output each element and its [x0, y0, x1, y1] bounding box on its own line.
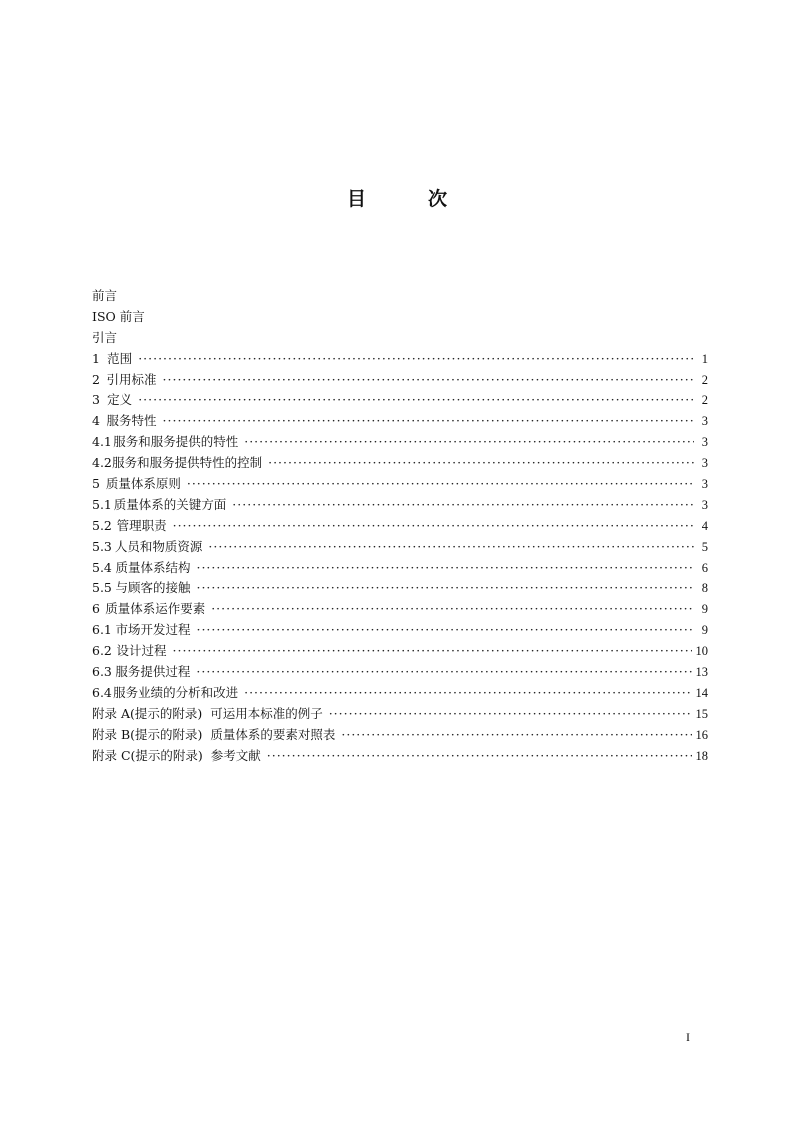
toc-entry-number: 6.4 [92, 684, 112, 700]
toc-entry-3[interactable] [92, 390, 708, 411]
title-char-1: 目 [346, 188, 366, 210]
toc-entry-5-3[interactable] [92, 537, 708, 558]
leader-dots [196, 558, 694, 579]
title-char-2: 次 [428, 188, 448, 210]
toc-entry-label: 附录 C(提示的附录) 参考文献 [92, 747, 261, 763]
leader-dots [244, 683, 691, 704]
leader-dots [138, 390, 694, 411]
leader-dots [268, 453, 694, 474]
leader-dots [196, 620, 694, 641]
toc-entry-label: 与顾客的接触 [115, 580, 191, 596]
toc-entry-number: 5.1 [92, 496, 112, 512]
toc-entry-label: 质量体系的关键方面 [113, 496, 227, 512]
toc-entry-6[interactable] [92, 599, 708, 620]
page-number: I [686, 1030, 690, 1044]
toc-entry-number: 1 [92, 350, 100, 366]
toc-entry-6-2[interactable] [92, 641, 708, 662]
toc-entry-page: 14 [695, 685, 708, 700]
leader-dots [208, 537, 694, 558]
toc-entry-page: 3 [701, 435, 708, 450]
toc-entry-label: 质量体系结构 [115, 559, 191, 575]
toc-entry-number: 4 [92, 413, 100, 429]
leader-dots [244, 432, 694, 453]
toc-entry-label: 管理职责 [116, 517, 167, 533]
toc-entry-5-5[interactable] [92, 578, 708, 599]
leader-dots [163, 370, 694, 391]
toc-entry-page: 3 [701, 497, 708, 512]
toc-entry-number: 3 [92, 392, 100, 408]
toc-entry-page: 13 [695, 665, 708, 680]
toc-entry-2[interactable] [92, 370, 708, 391]
toc-entry-foreword[interactable] [92, 286, 708, 307]
toc-entry-4-1[interactable] [92, 432, 708, 453]
toc-entry-page: 1 [701, 351, 708, 366]
toc-entry-label: 质量体系运作要素 [105, 601, 206, 617]
toc-entry-6-4[interactable] [92, 683, 708, 704]
toc-entry-page: 16 [695, 727, 708, 742]
leader-dots [211, 599, 694, 620]
toc-entry-label: 前言 [92, 288, 118, 303]
toc-entry-label: 服务和服务提供特性的控制 [112, 455, 263, 471]
toc-entry-label: 设计过程 [116, 643, 167, 659]
toc-entry-number: 6.3 [92, 664, 112, 680]
leader-dots [329, 704, 692, 725]
leader-dots [173, 641, 692, 662]
toc-entry-5-2[interactable] [92, 516, 708, 537]
leader-dots [187, 474, 694, 495]
leader-dots [138, 349, 694, 370]
toc-entry-label: 质量体系原则 [105, 476, 181, 492]
leader-dots [173, 516, 694, 537]
toc-entry-appendix-b[interactable] [92, 725, 708, 746]
toc-entry-appendix-c[interactable] [92, 746, 708, 767]
toc-entry-label: 附录 A(提示的附录) 可运用本标准的例子 [92, 705, 323, 721]
leader-dots [232, 495, 694, 516]
toc-entry-4-2[interactable] [92, 453, 708, 474]
table-of-contents [92, 286, 708, 766]
toc-entry-label: 服务特性 [106, 413, 157, 429]
toc-entry-page: 3 [701, 477, 708, 492]
toc-entry-label: ISO 前言 [92, 308, 145, 324]
toc-entry-number: 6.2 [92, 643, 112, 659]
toc-entry-page: 15 [695, 706, 708, 721]
toc-entry-number: 5.4 [92, 559, 112, 575]
toc-entry-page: 9 [701, 623, 708, 638]
leader-dots [267, 746, 692, 767]
toc-entry-label: 定义 [107, 392, 133, 408]
toc-entry-iso-foreword[interactable] [92, 307, 708, 328]
leader-dots [163, 411, 694, 432]
toc-entry-6-1[interactable] [92, 620, 708, 641]
toc-entry-number: 4.1 [92, 434, 112, 450]
leader-dots [196, 662, 691, 683]
toc-entry-label: 引言 [92, 329, 118, 345]
toc-entry-page: 6 [701, 560, 708, 575]
toc-entry-page: 10 [695, 644, 708, 659]
toc-entry-page: 3 [701, 414, 708, 429]
toc-entry-page: 2 [701, 372, 708, 387]
toc-entry-5-4[interactable] [92, 558, 708, 579]
toc-entry-label: 服务和服务提供的特性 [113, 434, 239, 450]
toc-entry-number: 5.5 [92, 580, 112, 596]
toc-entry-4[interactable] [92, 411, 708, 432]
toc-entry-5-1[interactable] [92, 495, 708, 516]
toc-entry-page: 8 [701, 581, 708, 596]
toc-entry-number: 5 [92, 476, 100, 492]
toc-entry-5[interactable] [92, 474, 708, 495]
toc-entry-number: 4.2 [92, 455, 112, 471]
leader-dots [341, 725, 691, 746]
toc-entry-introduction[interactable] [92, 328, 708, 349]
toc-entry-label: 引用标准 [106, 371, 157, 387]
page-title [0, 184, 794, 211]
toc-entry-page: 3 [701, 456, 708, 471]
toc-entry-page: 18 [695, 748, 708, 763]
toc-entry-page: 5 [701, 539, 708, 554]
toc-entry-label: 人员和物质资源 [114, 538, 203, 554]
toc-entry-label: 市场开发过程 [115, 622, 191, 638]
toc-entry-6-3[interactable] [92, 662, 708, 683]
toc-entry-page: 2 [701, 393, 708, 408]
toc-entry-number: 6.1 [92, 622, 112, 638]
toc-entry-page: 4 [701, 518, 708, 533]
toc-entry-label: 服务提供过程 [115, 664, 191, 680]
toc-entry-label: 范围 [107, 350, 133, 366]
toc-entry-page: 9 [701, 602, 708, 617]
toc-entry-number: 6 [92, 601, 100, 617]
toc-entry-label: 服务业绩的分析和改进 [113, 684, 239, 700]
toc-entry-number: 5.2 [92, 517, 112, 533]
toc-entry-label: 附录 B(提示的附录) 质量体系的要素对照表 [92, 726, 336, 742]
toc-entry-1[interactable] [92, 349, 708, 370]
toc-entry-number: 5.3 [92, 538, 112, 554]
leader-dots [196, 578, 694, 599]
toc-entry-appendix-a[interactable] [92, 704, 708, 725]
toc-entry-number: 2 [92, 371, 100, 387]
